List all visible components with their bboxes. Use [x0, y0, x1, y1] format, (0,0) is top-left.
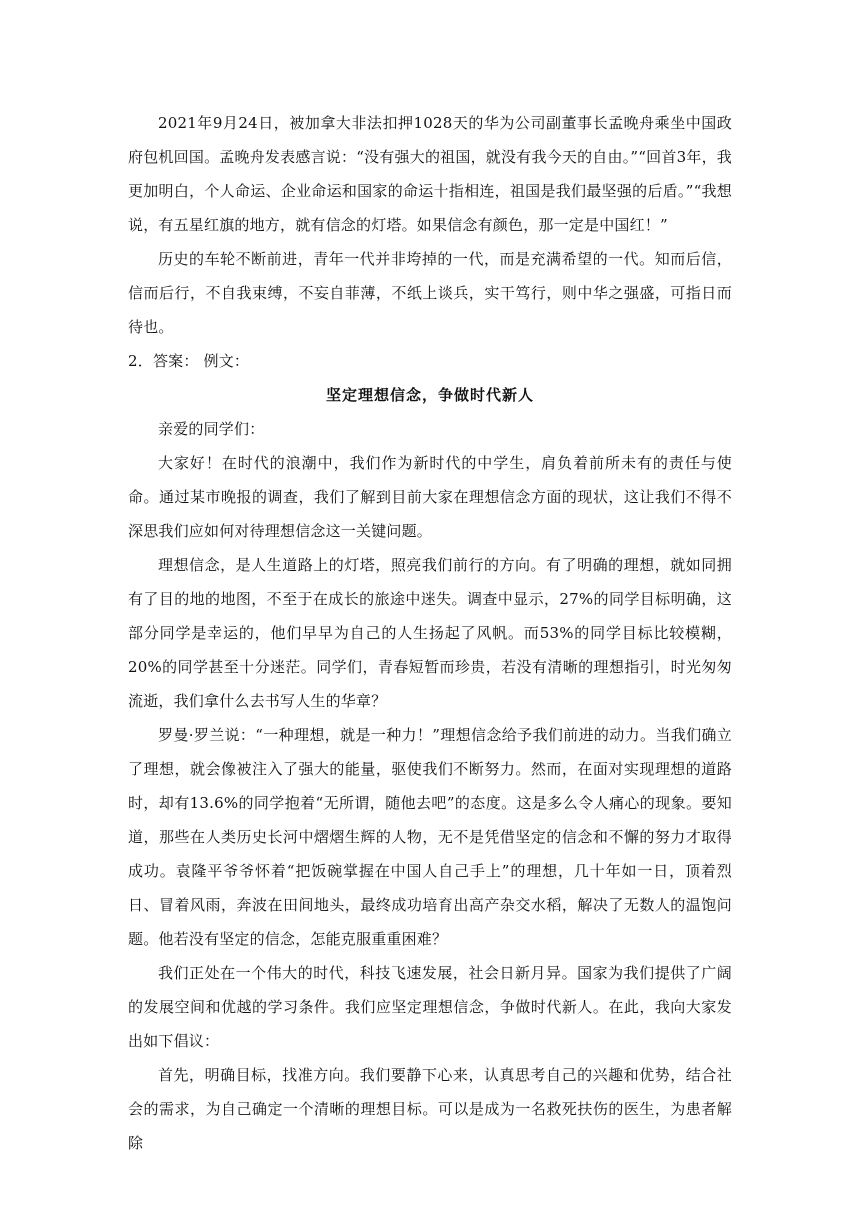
essay-paragraph: 罗曼·罗兰说：“一种理想，就是一种力！”理想信念给予我们前进的动力。当我们确立了理想，就会像被注入了强大的能量，驱使我们不断努力。然而，在面对实现理想的道路时，却有13.6%的同学抱着“无所谓，随他去吧”的态度。这是多么令人痛心的现象。要知道，那些在人类历史长河中熠熠生辉的人物，无不是凭借坚定的信念和不懈的努力才取得成功。袁隆平爷爷怀着“把饭碗掌握在中国人自己手上”的理想，几十年如一日，顶着烈日、冒着风雨，奔波在田间地头，最终成功培育出高产杂交水稻，解决了无数人的温饱问题。他若没有坚定的信念，怎能克服重重困难？: [128, 726, 732, 948]
document-body: [128, 106, 732, 1160]
essay-paragraph: 理想信念，是人生道路上的灯塔，照亮我们前行的方向。有了明确的理想，就如同拥有了目的地的地图，不至于在成长的旅途中迷失。调查中显示，27%的同学目标明确，这部分同学是幸运的，他们早早为自己的人生扬起了风帆。而53%的同学目标比较模糊，20%的同学甚至十分迷茫。同学们，青春短暂而珍贵，若没有清晰的理想指引，时光匆匆流逝，我们拿什么去书写人生的华章？: [128, 556, 732, 710]
essay-greeting: 亲爱的同学们：: [158, 420, 265, 438]
essay-paragraph: 首先，明确目标，找准方向。我们要静下心来，认真思考自己的兴趣和优势，结合社会的需求，为自己确定一个清晰的理想目标。可以是成为一名救死扶伤的医生，为患者解除: [128, 1066, 732, 1152]
essay-paragraph: 我们正处在一个伟大的时代，科技飞速发展，社会日新月异。国家为我们提供了广阔的发展空间和优越的学习条件。我们应坚定理想信念，争做时代新人。在此，我向大家发出如下倡议：: [128, 964, 732, 1050]
answer-label: 2．答案： 例文：: [128, 352, 250, 370]
intro-paragraph: 2021年9月24日，被加拿大非法扣押1028天的华为公司副董事长孟晚舟乘坐中国政府包机回国。孟晚舟发表感言说：“没有强大的祖国，就没有我今天的自由。”“回首3年，我更加明白，个人命运、企业命运和国家的命运十指相连，祖国是我们最坚强的后盾。”“我想说，有五星红旗的地方，就有信念的灯塔。如果信念有颜色，那一定是中国红！”: [128, 114, 732, 234]
essay-paragraph: 大家好！在时代的浪潮中，我们作为新时代的中学生，肩负着前所未有的责任与使命。通过某市晚报的调查，我们了解到目前大家在理想信念方面的现状，这让我们不得不深思我们应如何对待理想信念这一关键问题。: [128, 454, 732, 540]
intro-paragraph: 历史的车轮不断前进，青年一代并非垮掉的一代，而是充满希望的一代。知而后信，信而后行，不自我束缚，不妄自菲薄，不纸上谈兵，实干笃行，则中华之强盛，可指日而待也。: [128, 250, 732, 336]
essay-title: 坚定理想信念，争做时代新人: [325, 386, 534, 404]
